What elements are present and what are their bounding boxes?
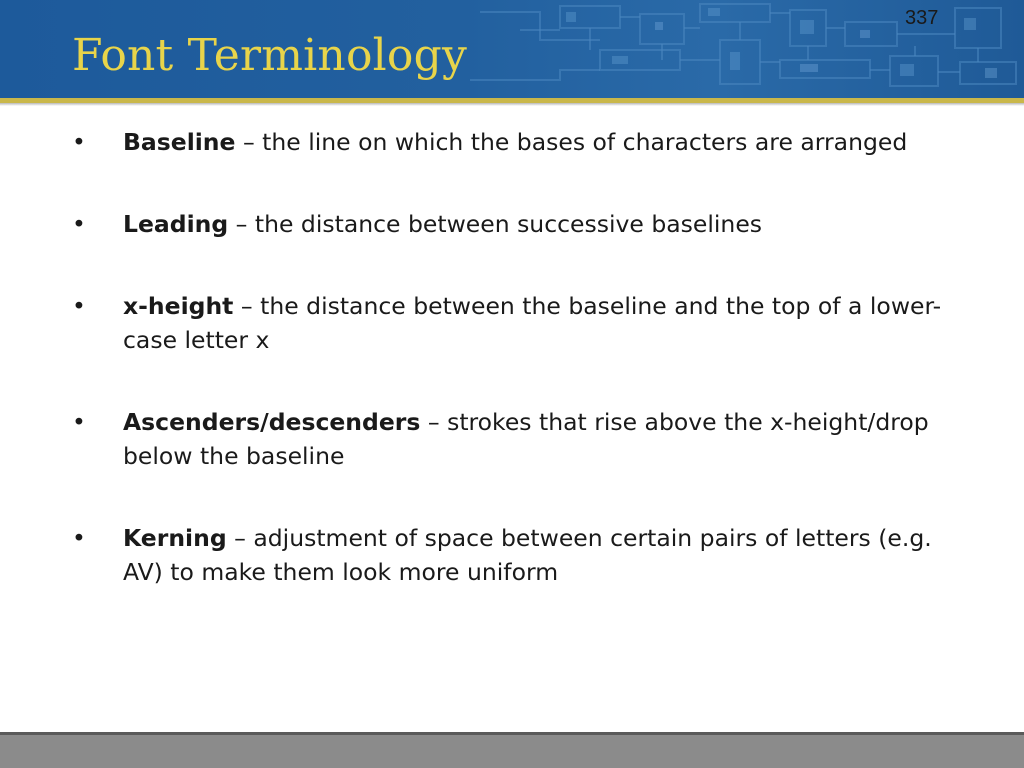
term-definition: – the distance between successive baselines — [228, 210, 763, 238]
bullet-icon: • — [72, 210, 86, 238]
term-label: Leading — [123, 210, 229, 238]
bullet-icon: • — [72, 408, 86, 436]
list-item-kerning — [72, 521, 942, 589]
term-definition: – strokes that rise above the x-height/drop below the baseline — [123, 408, 929, 470]
slide-footer-bar — [0, 732, 1024, 768]
header-rule-shadow — [0, 103, 1024, 106]
footer-top-line — [0, 732, 1024, 735]
term-definition: – adjustment of space between certain pairs of letters (e.g. AV) to make them look more uniform — [123, 524, 932, 586]
term-label: Ascenders/descenders — [123, 408, 421, 436]
list-item-baseline — [72, 125, 942, 159]
list-item-leading — [72, 207, 942, 241]
term-label: Baseline — [123, 128, 236, 156]
slide-header — [0, 0, 1024, 98]
bullet-icon: • — [72, 524, 86, 552]
list-item-ascenders-descenders — [72, 405, 942, 473]
list-item-x-height — [72, 289, 942, 357]
bullet-icon: • — [72, 128, 86, 156]
bullet-list — [72, 125, 942, 637]
term-label: Kerning — [123, 524, 227, 552]
term-label: x-height — [123, 292, 234, 320]
term-definition: – the distance between the baseline and the top of a lower-case letter x — [123, 292, 942, 354]
term-definition: – the line on which the bases of characters are arranged — [235, 128, 908, 156]
bullet-icon: • — [72, 292, 86, 320]
slide-number: 337 — [905, 7, 939, 29]
slide-title: Font Terminology — [72, 30, 468, 81]
